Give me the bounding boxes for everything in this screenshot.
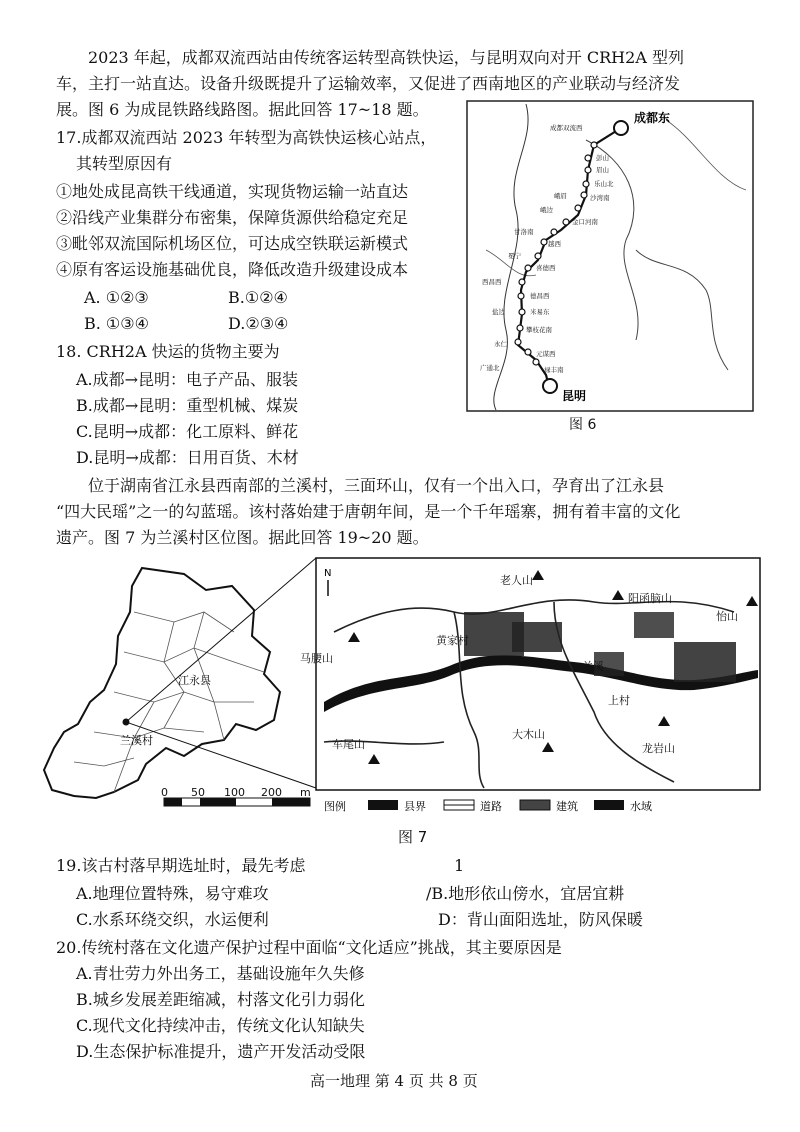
- figure-7-caption: 图 7: [398, 828, 428, 846]
- scale-tick: 100: [224, 786, 245, 799]
- fig6-station: 乐山北: [594, 180, 614, 188]
- intro2-line1: 位于湖南省江永县西南部的兰溪村，三面环山，仅有一个出入口，孕育出了江永县: [88, 476, 665, 495]
- intro1-line3: 展。图 6 为成昆铁路线路图。据此回答 17~18 题。: [56, 100, 429, 119]
- scale-tick: 0: [161, 786, 168, 799]
- place-label: 上村: [608, 694, 630, 707]
- q18-option-d: D.昆明→成都：日用百货、木材: [76, 448, 299, 467]
- q17-stem: 17.成都双流西站 2023 年转型为高铁快运核心站点，: [56, 128, 437, 147]
- legend-swatch-water: [594, 800, 624, 810]
- page-footer: 高一地理 第 4 页 共 8 页: [310, 1072, 478, 1090]
- q17-option-b: B.①②④: [228, 288, 288, 307]
- q19-stem: 19.该古村落早期选址时，最先考虑: [56, 856, 306, 875]
- fig6-station: 喜德西: [536, 264, 556, 272]
- q19-option-a: A.地理位置特殊，易守难攻: [76, 884, 269, 903]
- fig6-station: 沙湾南: [590, 194, 610, 202]
- q18-stem: 18. CRH2A 快运的货物主要为: [56, 342, 280, 361]
- q19-stray-mark: 1: [454, 856, 465, 875]
- fig6-station: 攀枝花南: [526, 326, 552, 334]
- figure-6-rail-map: [466, 100, 754, 412]
- legend-title: 图例: [324, 800, 346, 813]
- fig6-station: 元谋西: [536, 350, 556, 358]
- legend-swatch-boundary: [368, 800, 398, 810]
- mountain-label: 怡山: [716, 610, 738, 623]
- north-arrow-label: N: [324, 568, 332, 579]
- scale-bar: [164, 798, 310, 806]
- fig6-station: 峨边: [540, 206, 553, 214]
- legend-swatch-building: [520, 800, 550, 810]
- figure-7-location-map: [34, 552, 764, 848]
- legend-label: 县界: [404, 800, 426, 813]
- fig6-station: 广通北: [480, 364, 500, 372]
- place-label: 黄家村: [436, 634, 469, 647]
- mountain-label: 阳函脑山: [628, 592, 672, 605]
- fig6-station: 永仁: [494, 340, 507, 348]
- fig6-station: 米易东: [530, 308, 550, 316]
- intro2-line2: “四大民瑶”之一的勾蓝瑶。该村落始建于唐朝年间，是一个千年瑶寨，拥有着丰富的文化: [56, 502, 681, 521]
- mountain-label: 大木山: [512, 728, 545, 741]
- fig6-station: 眉山: [596, 166, 609, 174]
- fig6-station: 德昌西: [530, 292, 550, 300]
- q19-option-c: C.水系环绕交织，水运便利: [76, 910, 269, 929]
- county-label: 江永县: [178, 674, 211, 687]
- fig6-station: 冕宁: [508, 252, 521, 260]
- fig6-station: 成都双流西: [550, 124, 583, 132]
- q17-item-1: ①地处成昆高铁干线通道，实现货物运输一站直达: [56, 182, 409, 201]
- mountain-label: 龙岩山: [642, 742, 675, 755]
- fig6-terminal-south: 昆明: [562, 389, 587, 403]
- q18-option-c: C.昆明→成都：化工原料、鲜花: [76, 422, 299, 441]
- fig6-station: 禄丰南: [544, 366, 564, 374]
- q19-option-d: D：背山面阳选址，防风保暖: [438, 910, 643, 929]
- q17-item-2: ②沿线产业集群分布密集，保障货源供给稳定充足: [56, 208, 409, 227]
- q18-option-b: B.成都→昆明：重型机械、煤炭: [76, 396, 299, 415]
- q17-option-d: D.②③④: [228, 314, 289, 333]
- q17-option-c: B. ①③④: [84, 314, 149, 333]
- scale-tick: 200: [261, 786, 282, 799]
- q20-option-a: A.青壮劳力外出务工，基础设施年久失修: [76, 964, 365, 983]
- q17-item-3: ③毗邻双流国际机场区位，可达成空铁联运新模式: [56, 234, 409, 253]
- fig6-station: 西昌西: [482, 278, 502, 286]
- q20-stem: 20.传统村落在文化遗产保护过程中面临“文化适应”挑战，其主要原因是: [56, 938, 562, 957]
- fig6-station: 甘洛南: [514, 228, 534, 236]
- legend-label: 建筑: [556, 800, 578, 813]
- mountain-label: 马腰山: [300, 652, 333, 665]
- q20-option-c: C.现代文化持续冲击，传统文化认知缺失: [76, 1016, 365, 1035]
- figure-6-caption: 图 6: [569, 417, 597, 433]
- q20-option-d: D.生态保护标准提升，遗产开发活动受限: [76, 1042, 366, 1061]
- mountain-label: 老人山: [500, 574, 533, 587]
- fig6-station: 彭山: [596, 154, 609, 162]
- q17-item-4: ④原有客运设施基础优良，降低改造升级建设成本: [56, 260, 409, 279]
- q19-option-b: /B.地形依山傍水，宜居宜耕: [426, 884, 625, 903]
- intro1-line2: 车，主打一站直达。设备升级既提升了运输效率，又促进了西南地区的产业联动与经济发: [56, 74, 681, 93]
- q20-option-b: B.城乡发展差距缩减，村落文化引力弱化: [76, 990, 365, 1009]
- intro1-line1: 2023 年起，成都双流西站由传统客运转型高铁快运，与昆明双向对开 CRH2A 型列: [88, 48, 684, 67]
- q17-option-a: A. ①②③: [84, 288, 149, 307]
- scale-tick: 50: [191, 786, 205, 799]
- fig6-terminal-north: 成都东: [634, 111, 671, 125]
- fig6-station: 越西: [548, 240, 561, 248]
- q17-stem-cont: 其转型原因有: [76, 154, 173, 173]
- legend-label: 水域: [630, 800, 652, 813]
- fig6-station: 盐边: [492, 308, 505, 316]
- fig6-station: 峨眉: [554, 192, 567, 200]
- scale-tick: m: [300, 786, 311, 799]
- intro2-line3: 遗产。图 7 为兰溪村区位图。据此回答 19~20 题。: [56, 528, 429, 547]
- legend-label: 道路: [480, 800, 502, 813]
- village-label: 兰溪村: [120, 734, 153, 747]
- q18-option-a: A.成都→昆明：电子产品、服装: [76, 370, 299, 389]
- mountain-label: 车尾山: [332, 738, 365, 751]
- place-label: 兰溪: [582, 660, 604, 673]
- fig6-station: 金口河南: [572, 218, 598, 226]
